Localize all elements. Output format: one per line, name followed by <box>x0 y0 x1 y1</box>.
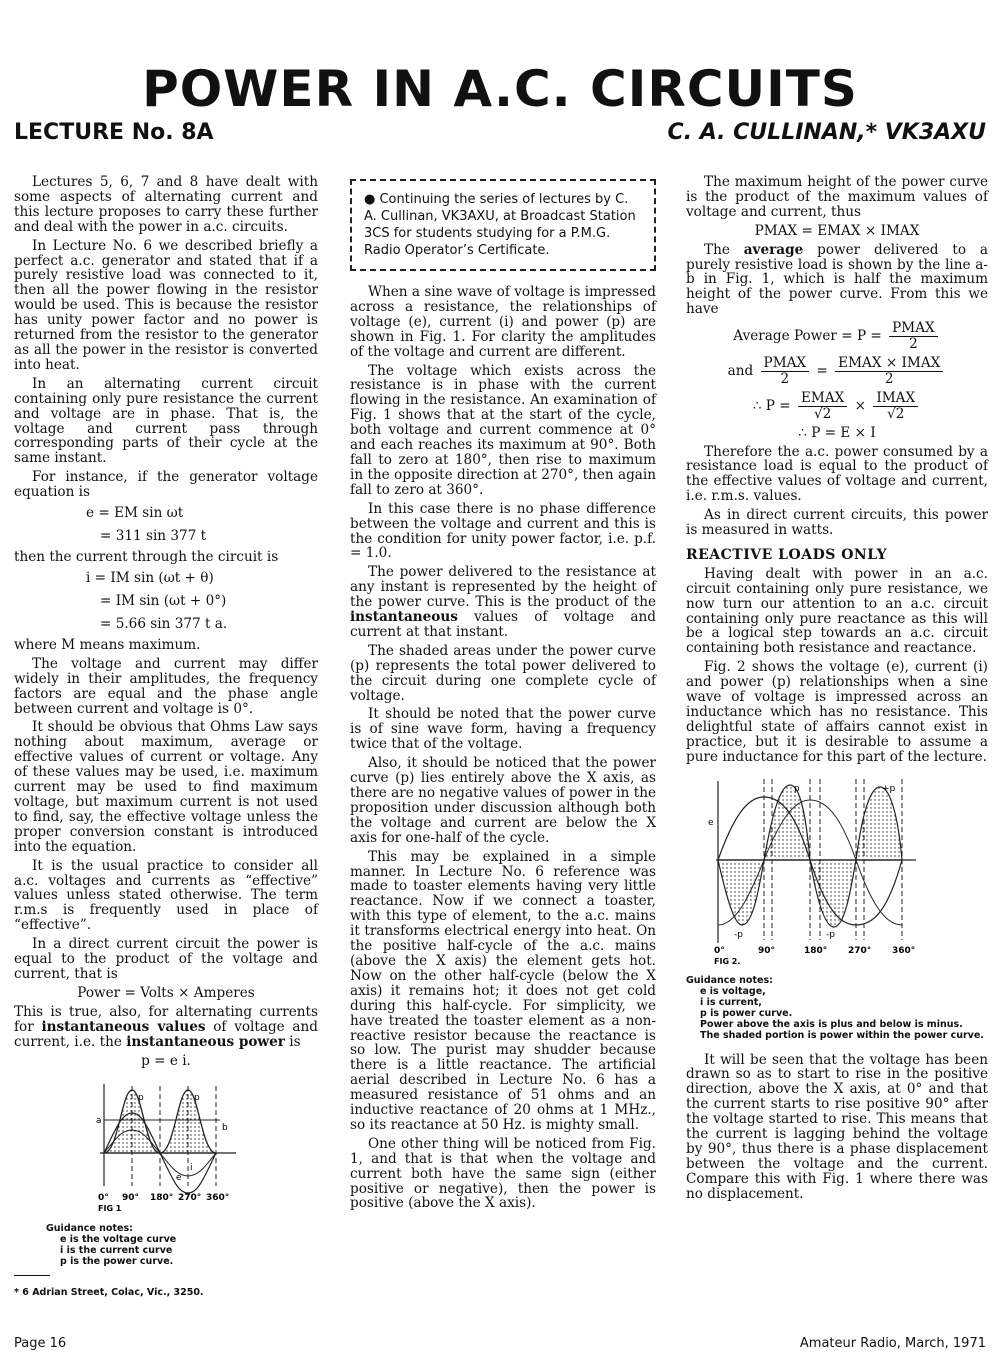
fig1-guidance-notes <box>46 1223 318 1267</box>
fig1-label-i: i <box>190 1163 193 1174</box>
text-run: power delivered to a purely resistive load is shown by the line a-b in Fig. 1, which is half the maximum height of the power curve. From this we have <box>686 241 988 318</box>
paragraph: Having dealt with power in an a.c. circuit containing only pure resistance, we now turn our attention to an a.c. circuit containing only pure reactance as this will be a logical step towards an a.c. circuit containing both resistance and reactance. <box>686 565 988 657</box>
page-number: Page 16 <box>14 1336 67 1351</box>
equation: p = e i. <box>141 1052 191 1069</box>
numerator: PMAX <box>761 356 810 372</box>
paragraph: Lectures 5, 6, 7 and 8 have dealt with some aspects of alternating current and this lecture proposes to carry these further and deal with the power in a.c. circuits. <box>14 174 318 235</box>
denominator: √2 <box>887 405 905 422</box>
text-run: of voltage and current, i.e. the <box>14 1018 318 1050</box>
note-line: e is the voltage curve <box>60 1234 177 1246</box>
equation-average-power <box>686 321 988 352</box>
equation-text: IMAX <box>901 354 941 371</box>
paragraph: In this case there is no phase difference between the voltage and current and this is the condition for unity power factor, i.e. p.f. = 1.0. <box>350 500 656 562</box>
paragraph <box>350 565 656 640</box>
paragraph <box>14 1005 318 1050</box>
paragraph: It will be seen that the voltage has been drawn so as to start to rise in the positive direction, above the X axis, at 0° and that the current starts to rise positive 90° after the voltage started to rise. This means that the current is lagging behind the voltage by 90°, thus there is a phase displacement between the voltage and the current. Compare this with Fig. 1 where there was no displacement. <box>686 1051 988 1202</box>
paragraph: Also, it should be noticed that the power curve (p) lies entirely above the X axis, as there are no negative values of power in the proposition under discussion although both the voltage and current are below the X axis for one-half of the cycle. <box>350 755 656 846</box>
note-line: Power above the axis is plus and below is minus. <box>700 1018 963 1030</box>
equation-text: × <box>885 354 898 371</box>
fig2-axis-label: 90° <box>758 945 776 956</box>
text-run: The <box>704 241 744 258</box>
fraction <box>889 321 938 352</box>
equation-text: Average Power = P = <box>733 328 882 345</box>
fig2-axis-label: 360° <box>892 945 916 956</box>
fig1-label-b: b <box>222 1123 228 1134</box>
paragraph: It is the usual practice to consider all a.c. voltages and currents as “effective” values unless stated otherwise. The term r.m.s is frequently used in place of “effective”. <box>14 857 318 934</box>
paragraph: It should be noted that the power curve is of sine wave form, having a frequency twice that of the voltage. <box>350 706 656 753</box>
fig1-axis-label: 270° <box>178 1193 202 1204</box>
fig1-label-a: a <box>96 1116 102 1127</box>
text-run: The power delivered to the resistance at any instant is represented by the height of the power curve. This is the product of the <box>350 564 656 611</box>
paragraph: For instance, if the generator voltage equation is <box>14 469 318 501</box>
equation-and: and $\frac{\text{PMAX}}{2}$ = $\frac{\text{EMAX × IMAX}}{2}$ <box>686 356 988 387</box>
bold-text: average <box>743 241 804 258</box>
equation: ∴ P = E × I <box>798 424 876 441</box>
numerator: EMAX <box>798 391 847 407</box>
fig2-guidance-notes <box>686 975 988 1041</box>
notes-title: Guidance notes: <box>686 974 773 986</box>
text-run: This is true, also, for alternating currents for <box>14 1003 318 1035</box>
fig2-axis-label: 180° <box>804 945 828 956</box>
footnote: * 6 Adrian Street, Colac, Vic., 3250. <box>14 1287 204 1299</box>
fraction <box>835 356 943 387</box>
note-line: i is the current curve <box>60 1245 173 1257</box>
note-line: e is voltage, <box>700 985 766 997</box>
fig2-label-p: p <box>794 783 800 794</box>
paragraph: This may be explained in a simple manner. In Lecture No. 6 reference was made to toaster elements having very little reactance. Now if we connect a toaster, with this type of element, to the a.c. mains it transforms electrical energy into heat. On the positive half-cycle of the a.c. mains (above the X axis) the element gets hot. Now on the other half-cycle (below the X axis) it remains hot; it does not get cold during this half-cycle. For simplicity, we have treated the toaster element as a non-reactive resistor because the reactance is so low. The purist may shudder because there is a little reactance. The artificial aerial described in Lecture No. 6 has a measured resistance of 51 ohms and an inductive reactance of 20 ohms at 1 MHz., so its reactance at 50 Hz. is mighty small. <box>350 848 656 1133</box>
bold-text: instantaneous power <box>126 1033 285 1050</box>
numerator: PMAX <box>889 321 938 337</box>
footnote-rule <box>14 1275 50 1276</box>
paragraph: In Lecture No. 6 we described briefly a perfect a.c. generator and stated that if a purely resistive load was connected to it, then all the power flowing in the resistor would be used. This is because the resistor has unity power factor and no power is returned from the resistor to the generator as all the power in the resistor is converted into heat. <box>14 237 318 373</box>
fig2-label-p: -p <box>826 929 835 940</box>
denominator: 2 <box>884 370 894 387</box>
fig2-caption: FIG 2. <box>714 956 741 965</box>
denominator: 2 <box>909 336 918 353</box>
equation: = 5.66 sin 377 t a. <box>100 615 228 632</box>
author-byline: C. A. CULLINAN,* VK3AXU <box>667 120 986 145</box>
fig1-axis-label: 90° <box>122 1193 140 1204</box>
equation-text: and <box>727 362 754 379</box>
paragraph: The maximum height of the power curve is the product of the maximum values of voltage and current, thus <box>686 174 988 220</box>
bold-text: instantaneous values <box>41 1018 206 1035</box>
fig1-axis-label: 360° <box>206 1193 230 1204</box>
paragraph: One other thing will be noticed from Fig. 1, and that is that when the voltage and current both have the same sign (either positive or negative), then the power is positive (above the X axis). <box>350 1135 656 1212</box>
lecture-number: LECTURE No. 8A <box>14 120 214 145</box>
fig2-power-lobe <box>856 787 902 860</box>
text-run: is <box>284 1033 301 1050</box>
fig1-label-p: p <box>194 1093 200 1104</box>
note-line: The shaded portion is power within the power curve. <box>700 1029 984 1041</box>
fig2-power-lobe <box>718 860 764 925</box>
paragraph: Fig. 2 shows the voltage (e), current (i) and power (p) relationships when a sine wave of voltage is impressed across an inductance which has no resistance. This delightful state of affairs cannot exist in practice, but it is desirable to assume a pure inductance for this part of the lecture. <box>686 659 988 765</box>
fig1-axis-label: 180° <box>150 1193 174 1204</box>
publication-footer: Amateur Radio, March, 1971 <box>799 1336 986 1351</box>
paragraph: As in direct current circuits, this power is measured in watts. <box>686 507 988 539</box>
paragraph: then the current through the circuit is <box>14 549 279 566</box>
paragraph: In a direct current circuit the power is equal to the product of the voltage and current, that is <box>14 936 318 982</box>
denominator: 2 <box>780 370 790 387</box>
equation: e = EM sin ωt <box>86 505 184 522</box>
equation: = 311 sin 377 t <box>100 528 207 545</box>
note-line: p is power curve. <box>700 1007 793 1019</box>
equation: = IM sin (ωt + 0°) <box>100 592 227 609</box>
equation: i = IM sin (ωt + θ) <box>86 569 214 586</box>
fig2-label-p: -p <box>734 929 743 940</box>
section-heading: REACTIVE LOADS ONLY <box>686 546 888 563</box>
equation-text: EMAX <box>838 354 882 371</box>
equation: Power = Volts × Amperes <box>77 984 255 1001</box>
fraction <box>798 391 847 422</box>
equation: PMAX = EMAX × IMAX <box>754 222 920 239</box>
figure-2 <box>686 775 988 965</box>
equation-therefore <box>686 391 988 422</box>
fig2-power-lobe <box>810 860 856 927</box>
numerator: IMAX <box>873 391 918 407</box>
fig1-label-p: p <box>138 1093 144 1104</box>
fraction <box>761 356 810 387</box>
notes-title: Guidance notes: <box>46 1223 133 1235</box>
paragraph: Therefore the a.c. power consumed by a resistance load is equal to the product of the effective values of voltage and current, i.e. r.m.s. values. <box>686 443 988 505</box>
column-1 <box>14 175 318 1301</box>
paragraph: It should be obvious that Ohms Law says nothing about maximum, average or effective values of current or voltage. Any of these values may be used, i.e. maximum current may be used to find maximum voltage, but maximum current is not used to find, say, the effective voltage unless the proper conversion constant is introduced into the equation. <box>14 719 318 855</box>
bold-text: instantaneous <box>350 609 458 626</box>
fig2-label-e: e <box>708 817 714 828</box>
series-note-box: ● Continuing the series of lectures by C. A. Cullinan, VK3AXU, at Broadcast Station 3CS for students studying for a P.M.G. Radio Operator’s Certificate. <box>350 179 656 271</box>
paragraph: When a sine wave of voltage is impressed across a resistance, the relationships of voltage (e), current (i) and power (p) are shown in Fig. 1. For clarity the amplitudes of the voltage and current are different. <box>350 284 656 360</box>
fig1-axis-label: 0° <box>98 1193 109 1204</box>
fig2-power-lobe <box>764 785 810 860</box>
paragraph: where M means maximum. <box>14 636 201 653</box>
article-title: POWER IN A.C. CIRCUITS <box>142 60 858 118</box>
fig2-axis-label: 0° <box>714 945 725 956</box>
fraction <box>873 391 918 422</box>
paragraph: The voltage and current may differ widely in their amplitudes, the frequency factors are equal and the phase angle between current and voltage is 0°. <box>14 655 318 717</box>
note-line: p is the power curve. <box>60 1256 174 1268</box>
paragraph <box>686 243 988 318</box>
fig1-caption: FIG 1 <box>98 1204 122 1214</box>
fig1-label-e: e <box>176 1173 182 1184</box>
equation-text: ∴ P = <box>752 397 791 414</box>
text-run: values of voltage and current at that instant. <box>350 609 656 640</box>
fig2-label-p: +p <box>882 783 896 794</box>
fig2-axis-label: 270° <box>848 945 872 956</box>
column-3 <box>686 175 988 1206</box>
denominator: √2 <box>814 405 832 422</box>
numerator <box>835 356 943 372</box>
paragraph: The shaded areas under the power curve (p) represents the total power delivered to the circuit during one complete cycle of voltage. <box>350 642 656 704</box>
column-2 <box>350 175 656 1215</box>
note-line: i is current, <box>700 996 762 1008</box>
figure-1 <box>14 1078 318 1213</box>
equation-text: × <box>854 397 867 414</box>
paragraph: The voltage which exists across the resistance is in phase with the current flowing in the resistance. An examination of Fig. 1 shows that at the start of the cycle, both voltage and current commence at 0° and each reaches its maximum at 90°. Both fall to zero at 180°, then rise to maximum in the opposite direction at 270°, then again fall to zero at 360°. <box>350 362 656 498</box>
paragraph: In an alternating current circuit containing only pure resistance the current and voltage are in phase. That is, the voltage and current pass through corresponding parts of their cycle at the same instant. <box>14 375 318 467</box>
